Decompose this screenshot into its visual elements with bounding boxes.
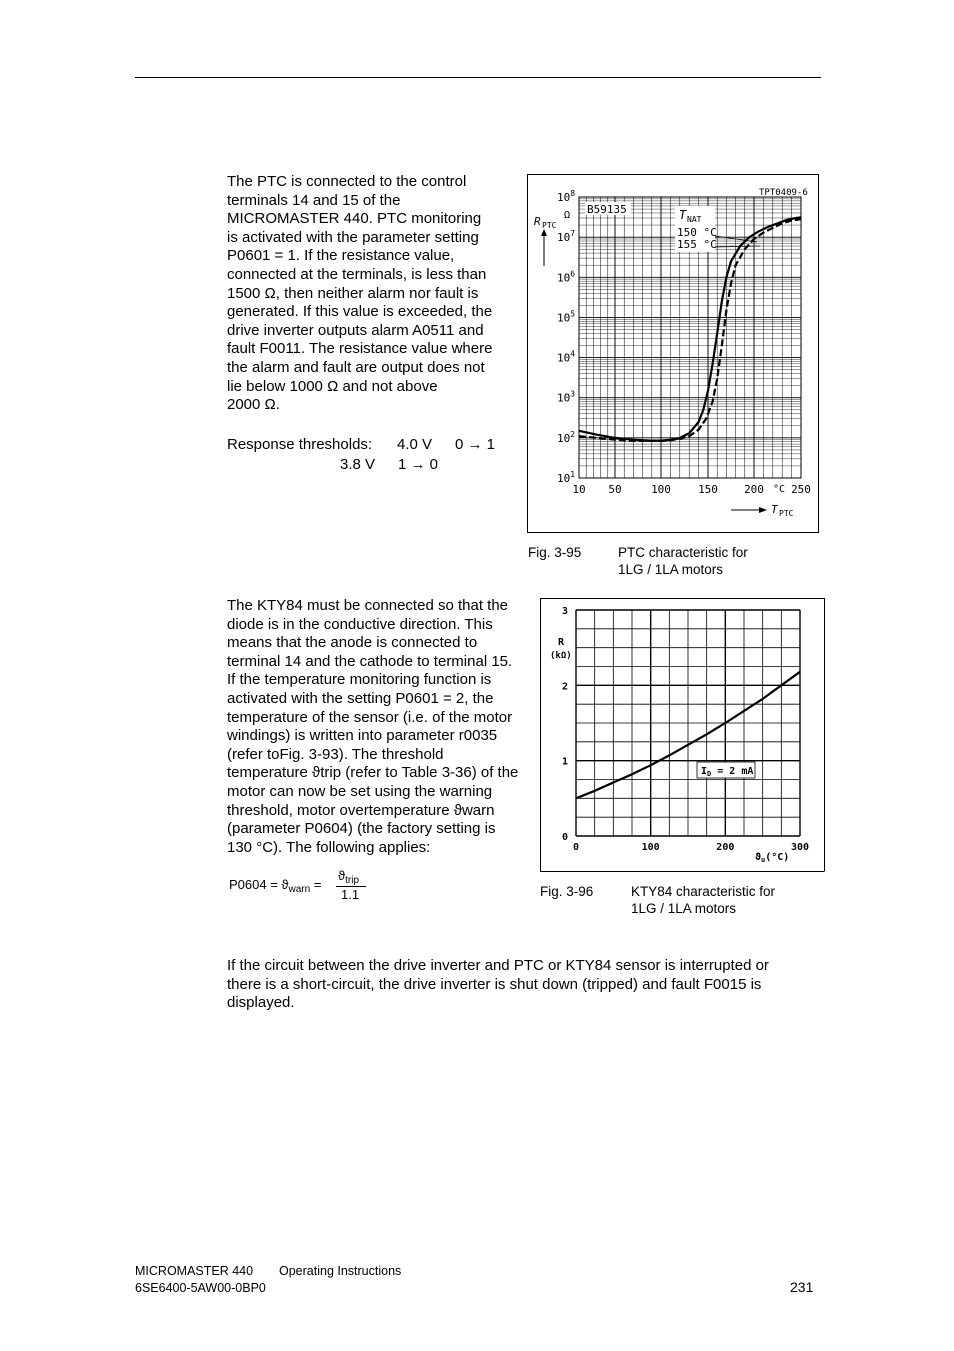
kty-y-tick-label: 1 [561, 756, 568, 768]
ptc-y-tick-label: $10^7$ [557, 229, 576, 245]
ptc-paragraph [227, 173, 519, 415]
ptc-line: the alarm and fault are output does not [227, 358, 485, 376]
footer-order-number: 6SE6400-5AW00-0BP0 [135, 1281, 266, 1295]
footer-doc-type: Operating Instructions [279, 1264, 402, 1278]
kty-line: means that the anode is connected to [227, 634, 478, 652]
page-number: 231 [790, 1279, 814, 1295]
threshold-formula [229, 868, 389, 902]
ptc-line: generated. If this value is exceeded, the [227, 303, 493, 321]
kty-line: diode is in the conductive direction. This [227, 615, 493, 633]
ptc-x-tick-label: 250 [791, 483, 811, 496]
kty-line: activated with the setting P0601 = 2, the [227, 689, 494, 707]
kty-x-tick-label: 300 [790, 842, 810, 853]
thresholds-label: Response thresholds: [227, 436, 373, 453]
ptc-line: MICROMASTER 440. PTC monitoring [227, 210, 482, 228]
threshold-1-voltage: 4.0 V [397, 436, 433, 453]
ptc-line: 2000 Ω. [227, 396, 280, 414]
formula-lhs: $P0604 = ϑ_{warn}$ = [229, 877, 322, 895]
kty-grid [576, 610, 800, 836]
ptc-line: drive inverter outputs alarm A0511 and [227, 321, 484, 339]
ptc-line: P0601 = 1. If the resistance value, [227, 247, 455, 265]
ptc-line: terminals 14 and 15 of the [227, 191, 401, 209]
ptc-y-tick-label: $10^1$ [557, 470, 576, 485]
ptc-y-tick-label: $10^8$ [557, 189, 576, 204]
footer-product: MICROMASTER 440 [135, 1264, 254, 1278]
kty-line: If the temperature monitoring function is [227, 671, 492, 689]
ptc-x-tick-label: 50 [608, 483, 622, 496]
ptc-curve1-label: 150 °C [677, 226, 717, 239]
fig96-caption-line2: 1LG / 1LA motors [631, 901, 737, 916]
kty-paragraph [227, 597, 537, 857]
ptc-characteristic-chart [527, 174, 819, 533]
interruption-paragraph [227, 957, 817, 1013]
ptc-x-label: T [771, 503, 778, 516]
fig95-caption-line1: PTC characteristic for [618, 545, 748, 560]
ptc-y-unit: Ω [564, 210, 571, 221]
bottom-line: displayed. [227, 994, 295, 1012]
ptc-x-tick-label: 10 [572, 483, 586, 496]
kty-line: The KTY84 must be connected so that the [227, 597, 509, 614]
kty-tick-labels [562, 606, 809, 853]
threshold-2-transition: 1 → 0 [398, 456, 439, 473]
kty-line: motor can now be set using the warning [227, 782, 493, 800]
kty-y-tick-label: 2 [561, 681, 568, 693]
kty-current-label: $I_D = 2$ mA [701, 766, 754, 778]
ptc-y-tick-label: $10^4$ [557, 349, 576, 365]
kty-y-label: R [558, 637, 565, 648]
ptc-y-tick-label: $10^5$ [557, 309, 576, 325]
ptc-line: fault F0011. The resistance value where [227, 340, 493, 358]
ptc-figure-code: TPT0409-6 [759, 188, 808, 198]
fig95-number: Fig. 3-95 [528, 545, 582, 560]
kty-line: terminal 14 and the cathode to terminal 15. [227, 652, 513, 670]
kty-x-tick-label: 0 [572, 842, 580, 853]
kty-line: windings) is written into parameter r0035 [227, 727, 498, 745]
ptc-curve2-label: 155 °C [677, 238, 717, 251]
kty-y-tick-label: 3 [561, 606, 568, 617]
ptc-tnat-sub: NAT [687, 215, 702, 224]
ptc-x-tick-label: 150 [698, 483, 718, 496]
ptc-line: connected at the terminals, is less than [227, 265, 487, 283]
ptc-x-tick-label: 100 [651, 483, 671, 496]
formula-denominator: 1.1 [341, 887, 360, 902]
kty-line: (parameter P0604) (the factory setting is [227, 820, 496, 838]
fig96-number: Fig. 3-96 [540, 884, 594, 899]
kty-line: temperature of the sensor (i.e. of the motor [227, 708, 513, 726]
kty-line: 130 °C). The following applies: [227, 838, 431, 856]
kty-x-label: $ϑ_u(^\circ C)$ [755, 852, 790, 864]
ptc-line: 1500 Ω, then neither alarm nor fault is [227, 284, 479, 302]
ptc-line: The PTC is connected to the control [227, 173, 467, 190]
bottom-line: If the circuit between the drive inverter and PTC or KTY84 sensor is interrupted or [227, 957, 769, 974]
ptc-type-label: B59135 [587, 203, 627, 216]
bottom-line: there is a short-circuit, the drive inverter is shut down (tripped) and fault F0015 is [227, 975, 762, 993]
ptc-x-label-sub: PTC [779, 509, 794, 518]
kty-line: temperature ϑtrip (refer to Table 3-36) of the [227, 764, 519, 782]
ptc-y-label: R [534, 215, 541, 228]
kty-y-unit: (kΩ) [550, 651, 572, 661]
kty-x-tick-label: 100 [641, 842, 660, 853]
threshold-2-voltage: 3.8 V [340, 456, 376, 473]
ptc-line: is activated with the parameter setting [227, 228, 479, 246]
ptc-y-label-sub: PTC [542, 221, 557, 230]
ptc-y-tick-label: $10^3$ [557, 389, 576, 405]
ptc-tnat-label: T [679, 208, 687, 222]
ptc-x-unit: °C [773, 484, 786, 495]
threshold-1-transition: 0 → 1 [455, 436, 496, 453]
header-rule [135, 77, 821, 78]
kty-line: (refer toFig. 3-93). The threshold [227, 745, 444, 763]
ptc-y-tick-label: $10^6$ [557, 269, 576, 285]
kty-x-tick-label: 200 [716, 842, 735, 853]
kty84-characteristic-chart [540, 598, 825, 872]
kty-y-tick-label: 0 [561, 832, 568, 843]
ptc-x-tick-label: 200 [744, 483, 764, 496]
fig96-caption-line1: KTY84 characteristic for [631, 884, 776, 899]
ptc-y-tick-label: $10^2$ [557, 429, 576, 445]
ptc-line: lie below 1000 Ω and not above [227, 377, 438, 395]
kty-line: threshold, motor overtemperature ϑwarn [227, 801, 495, 819]
fig95-caption-line2: 1LG / 1LA motors [618, 562, 724, 577]
formula-numerator: $ϑ_{trip}$ [338, 868, 360, 886]
